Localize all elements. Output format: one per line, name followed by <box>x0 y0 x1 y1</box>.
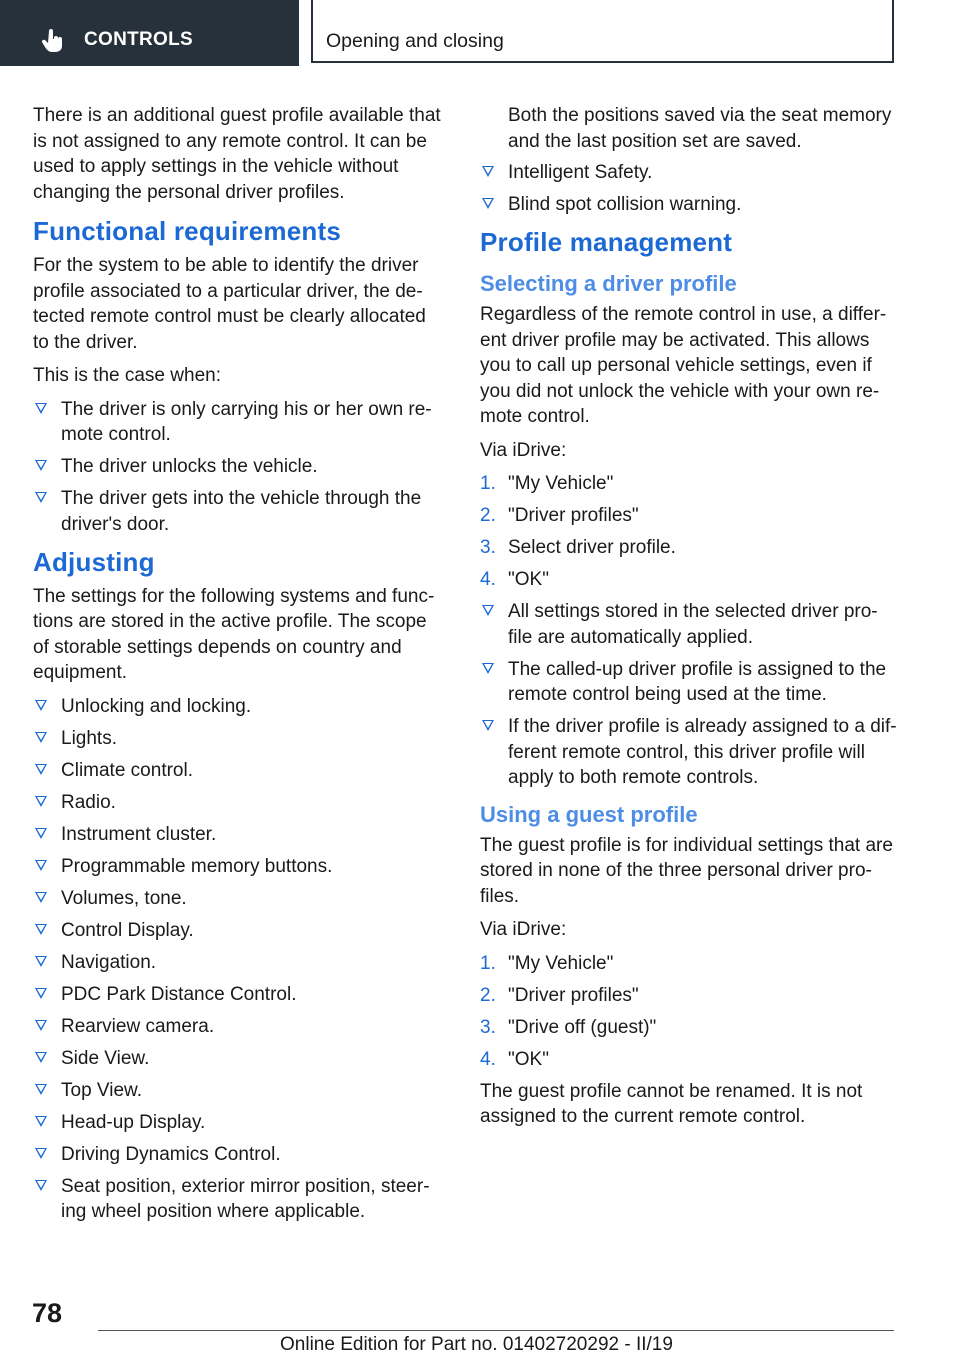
selecting-profile-heading: Selecting a driver profile <box>480 271 737 296</box>
list-item: All settings stored in the selected driver pro‐file are automatically applied. <box>480 599 900 650</box>
adjusting-text: The settings for the following systems and func‐tions are stored in the active profile. The scope of storable settings depends on country and equipment. <box>33 585 435 683</box>
via-idrive-label: Via iDrive: <box>480 439 567 461</box>
bullet-triangle-icon <box>35 1148 47 1159</box>
bullet-triangle-icon <box>482 605 494 616</box>
bullet-triangle-icon <box>35 828 47 839</box>
bullet-triangle-icon <box>35 1180 47 1191</box>
bullet-triangle-icon <box>35 403 47 414</box>
bullet-triangle-icon <box>35 492 47 503</box>
guest-profile-text: The guest profile is for individual settings that are stored in none of the three personal driver pro‐files. <box>480 834 893 907</box>
selecting-profile-text: Regardless of the remote control in use, a differ‐ent driver profile may be activated. This allows you to call up personal vehicle settings, even if you did not unlock the vehicle with your own re‐mote control. <box>480 304 887 427</box>
list-item: The driver unlocks the vehicle. <box>33 454 441 480</box>
stored-settings-list <box>33 694 441 1225</box>
left-column <box>33 103 441 1231</box>
bullet-triangle-icon <box>35 732 47 743</box>
stored-settings-list-continued <box>480 160 900 218</box>
case-text: This is the case when: <box>33 365 221 386</box>
list-item: PDC Park Distance Control. <box>33 982 441 1008</box>
list-item: Lights. <box>33 726 441 752</box>
adjusting-heading: Adjusting <box>33 546 155 577</box>
bullet-triangle-icon <box>35 796 47 807</box>
step-item: 1. "My Vehicle" <box>480 473 614 494</box>
bullet-triangle-icon <box>35 764 47 775</box>
bullet-triangle-icon <box>35 956 47 967</box>
step-item: 3. Select driver profile. <box>480 537 676 558</box>
selecting-steps-list <box>480 471 900 593</box>
list-item: The called-up driver profile is assigned to the remote control being used at the time. <box>480 657 900 708</box>
guest-profile-closing-text: The guest profile cannot be renamed. It is not assigned to the current remote control. <box>480 1080 863 1127</box>
list-item: Climate control. <box>33 758 441 784</box>
right-column <box>480 103 900 1138</box>
list-item: Driving Dynamics Control. <box>33 1142 441 1168</box>
list-item: Seat position, exterior mirror position, steer‐ing wheel position where applicable. <box>33 1174 441 1225</box>
list-item-continuation: Both the positions saved via the seat memory and the last position set are saved. <box>508 105 892 152</box>
list-item: Volumes, tone. <box>33 886 441 912</box>
bullet-triangle-icon <box>482 663 494 674</box>
requirements-list <box>33 397 441 538</box>
list-item: Top View. <box>33 1078 441 1104</box>
list-item: Instrument cluster. <box>33 822 441 848</box>
bullet-triangle-icon <box>482 198 494 209</box>
list-item: Radio. <box>33 790 441 816</box>
bullet-triangle-icon <box>35 1084 47 1095</box>
list-item: Rearview camera. <box>33 1014 441 1040</box>
section-tab <box>0 0 299 66</box>
chapter-label: Opening and closing <box>326 30 504 52</box>
selecting-notes-list <box>480 599 900 791</box>
bullet-triangle-icon <box>35 700 47 711</box>
bullet-triangle-icon <box>35 460 47 471</box>
list-item: If the driver profile is already assigned to a dif‐ferent remote control, this driver profile will apply to both remote controls. <box>480 714 900 791</box>
guest-profile-heading: Using a guest profile <box>480 801 698 827</box>
guest-steps-list <box>480 951 900 1073</box>
functional-requirements-text: For the system to be able to identify the driver profile associated to a particular driver, the de‐tected remote control must be clearly allocated to the driver. <box>33 255 426 353</box>
list-item: Intelligent Safety. <box>480 160 900 186</box>
chapter-tab <box>311 0 894 63</box>
list-item: Control Display. <box>33 918 441 944</box>
step-item: 3. "Drive off (guest)" <box>480 1016 657 1038</box>
step-item: 2. "Driver profiles" <box>480 505 639 526</box>
list-item: Navigation. <box>33 950 441 976</box>
via-idrive-label: Via iDrive: <box>480 919 567 940</box>
bullet-triangle-icon <box>35 860 47 871</box>
bullet-triangle-icon <box>35 1020 47 1031</box>
bullet-triangle-icon <box>35 924 47 935</box>
footer-edition-text: Online Edition for Part no. 01402720292 - II/19 <box>280 1334 673 1355</box>
step-item: 4. "OK" <box>480 1048 549 1070</box>
bullet-triangle-icon <box>35 988 47 999</box>
bullet-triangle-icon <box>35 892 47 903</box>
page-header <box>0 0 960 66</box>
list-item: The driver is only carrying his or her own re‐mote control. <box>33 397 441 448</box>
list-item: Blind spot collision warning. <box>480 192 900 218</box>
list-item: The driver gets into the vehicle through the driver's door. <box>33 486 441 537</box>
list-item: Side View. <box>33 1046 441 1072</box>
section-label: CONTROLS <box>84 29 194 50</box>
list-item: Programmable memory buttons. <box>33 854 441 880</box>
bullet-triangle-icon <box>35 1116 47 1127</box>
bullet-triangle-icon <box>35 1052 47 1063</box>
hand-pointer-icon <box>40 28 66 54</box>
profile-management-heading: Profile management <box>480 227 733 257</box>
step-item: 4. "OK" <box>480 569 549 590</box>
intro-paragraph: There is an additional guest profile available that is not assigned to any remote control. It can be used to apply settings in the vehicle without changing the personal driver profiles. <box>33 105 441 203</box>
list-item: Head-up Display. <box>33 1110 441 1136</box>
bullet-triangle-icon <box>482 166 494 177</box>
functional-requirements-heading: Functional requirements <box>33 216 341 246</box>
page-number: 78 <box>32 1298 63 1328</box>
list-item: Unlocking and locking. <box>33 694 441 720</box>
footer-divider <box>98 1330 894 1331</box>
step-item: 2. "Driver profiles" <box>480 984 639 1006</box>
bullet-triangle-icon <box>482 720 494 731</box>
step-item: 1. "My Vehicle" <box>480 952 614 974</box>
